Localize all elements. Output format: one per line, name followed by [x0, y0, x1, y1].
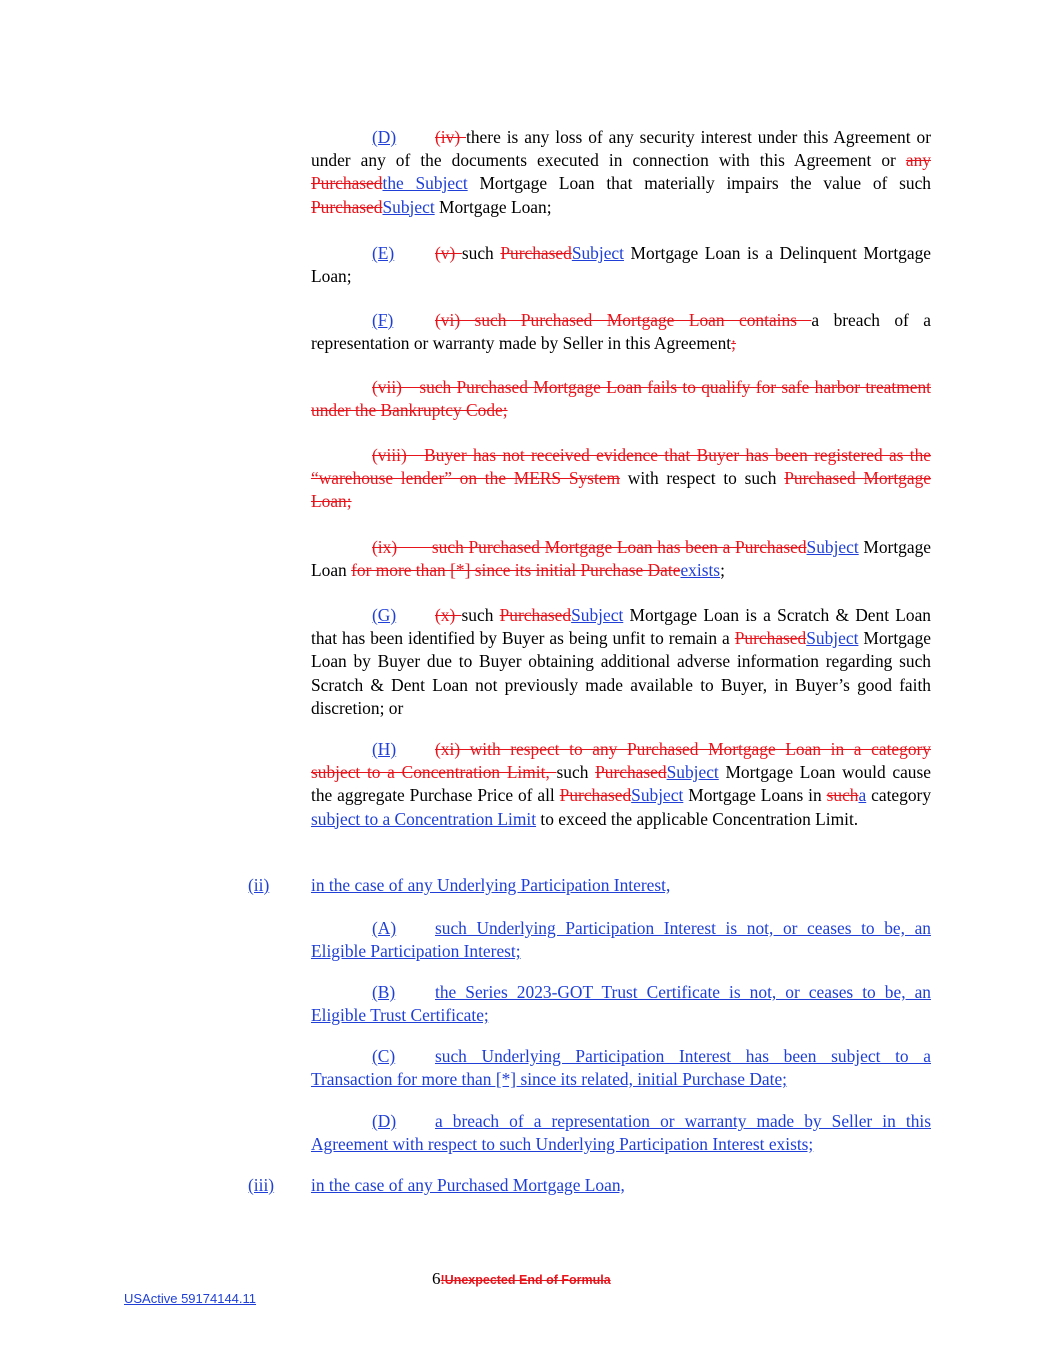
- clause-h: [311, 738, 931, 831]
- clause-text: such: [461, 605, 500, 625]
- inserted-text: Subject: [666, 762, 719, 783]
- inserted-text: Subject: [571, 243, 624, 263]
- inserted-text: Subject: [571, 605, 624, 625]
- deleted-text: (xi) with respect to any Purchased Mortgage Loan in a category subject to a Concentration Limit,: [311, 739, 931, 783]
- deleted-text: Purchased Mortgage Loan;: [311, 468, 932, 512]
- clause-label: (C): [372, 1046, 396, 1066]
- clause-label: (H): [372, 739, 397, 759]
- deleted-text: Purchased: [311, 196, 383, 217]
- inserted-text: exists: [680, 560, 721, 581]
- inserted-text: in the case of any Underlying Participation Interest,: [311, 875, 671, 895]
- clause-g: [311, 604, 931, 720]
- inserted-text: the Subject: [382, 173, 468, 194]
- deleted-text: (iv): [435, 127, 467, 147]
- inserted-text: subject to a Concentration Limit: [311, 808, 537, 829]
- inserted-text: Subject: [806, 537, 859, 557]
- clause-text: there is any loss of any security interest under this Agreement or under any of the documents executed in connection with this Agreement or: [311, 127, 931, 171]
- deleted-text: any Purchased: [311, 150, 931, 194]
- deleted-text: ;: [731, 333, 736, 354]
- clause-text: Mortgage Loan by Buyer due to Buyer obtaining additional adverse information regarding such Scratch & Dent Loan not previously made available to Buyer, in Buyer’s good faith discretion; or: [311, 628, 931, 718]
- deleted-text: Purchased: [500, 243, 572, 263]
- clause-text: Mortgage Loan would cause the aggregate Purchase Price of all: [311, 762, 931, 806]
- clause-text: a breach of a representation or warranty made by Seller in this Agreement: [311, 310, 931, 354]
- deleted-text: for more than [*] since its initial Purchase Date: [351, 560, 681, 581]
- clause-label: (E): [372, 243, 395, 263]
- clause-text: ;: [720, 560, 725, 581]
- page-number: 6: [432, 1269, 441, 1288]
- clause-label: (B): [372, 982, 396, 1002]
- clause-text: Mortgage Loan;: [434, 196, 552, 217]
- deleted-text: Purchased: [734, 628, 807, 649]
- clause-text: with respect to such: [620, 468, 785, 489]
- item-number: (ii): [248, 875, 270, 895]
- clause-text: Mortgage Loan that materially impairs the value of such: [467, 173, 931, 194]
- clause-text: category: [866, 785, 932, 806]
- document-id: USActive 59174144.11: [124, 1291, 257, 1306]
- clause-text: such: [461, 243, 501, 263]
- inserted-text: Subject: [806, 628, 859, 649]
- deleted-text: (v): [435, 243, 462, 263]
- clause-viii: [311, 444, 931, 514]
- clause-text: Mortgage Loan: [311, 537, 931, 581]
- deleted-text: (ix) such Purchased Mortgage Loan has been a Purchased: [372, 537, 807, 557]
- inserted-text: the Series 2023-GOT Trust Certificate is not, or ceases to be, an Eligible Trust Certificate;: [311, 982, 931, 1026]
- clause-label: (A): [372, 918, 397, 938]
- clause-text: Mortgage Loan is a Delinquent Mortgage Loan;: [311, 243, 931, 287]
- formula-error-text: !Unexpected End of Formula: [440, 1273, 611, 1287]
- clause-text: Mortgage Loans in: [683, 785, 827, 806]
- page-footer: [432, 1267, 611, 1292]
- clause-label: (G): [372, 605, 397, 625]
- inserted-text: Subject: [382, 196, 435, 217]
- clause-e: [311, 242, 931, 288]
- clause-ix: [311, 536, 931, 582]
- item-iii: [248, 1174, 931, 1197]
- sub-clause-d: [311, 1110, 931, 1156]
- sub-clause-c: [311, 1045, 931, 1091]
- deleted-text: (vi) such Purchased Mortgage Loan contains: [435, 310, 812, 330]
- deleted-text: (x): [435, 605, 462, 625]
- clause-f: [311, 309, 931, 355]
- clause-label: (D): [372, 1111, 397, 1131]
- deleted-text: (vii) such Purchased Mortgage Loan fails to qualify for safe harbor treatment under the Bankruptcy Code;: [311, 377, 931, 421]
- deleted-text: such: [826, 785, 859, 806]
- clause-label: (F): [372, 310, 394, 330]
- clause-text: such: [556, 762, 596, 783]
- sub-clause-a: [311, 917, 931, 963]
- inserted-text: such Underlying Participation Interest is not, or ceases to be, an Eligible Participation Interest;: [311, 918, 931, 962]
- inserted-text: in the case of any Purchased Mortgage Loan,: [311, 1175, 625, 1195]
- item-number: (iii): [248, 1175, 275, 1195]
- inserted-text: a breach of a representation or warranty made by Seller in this Agreement with respect to such Underlying Participation Interest exists;: [311, 1111, 931, 1155]
- sub-clause-b: [311, 981, 931, 1027]
- inserted-text: a: [858, 785, 867, 806]
- item-ii: [248, 874, 931, 897]
- clause-vii-deleted: [311, 376, 931, 422]
- clause-label: (D): [372, 127, 397, 147]
- deleted-text: (viii) Buyer has not received evidence that Buyer has been registered as the “warehouse lender” on the MERS System: [311, 445, 931, 489]
- deleted-text: Purchased: [559, 785, 632, 806]
- inserted-text: such Underlying Participation Interest has been subject to a Transaction for more than [*] since its related, initial Purchase Date;: [311, 1046, 931, 1090]
- clause-text: Mortgage Loan is a Scratch & Dent Loan that has been identified by Buyer as being unfit to remain a: [311, 605, 931, 649]
- deleted-text: Purchased: [595, 762, 667, 783]
- clause-d: [311, 126, 931, 219]
- clause-text: to exceed the applicable Concentration Limit.: [536, 808, 859, 829]
- deleted-text: Purchased: [499, 605, 572, 625]
- inserted-text: Subject: [631, 785, 684, 806]
